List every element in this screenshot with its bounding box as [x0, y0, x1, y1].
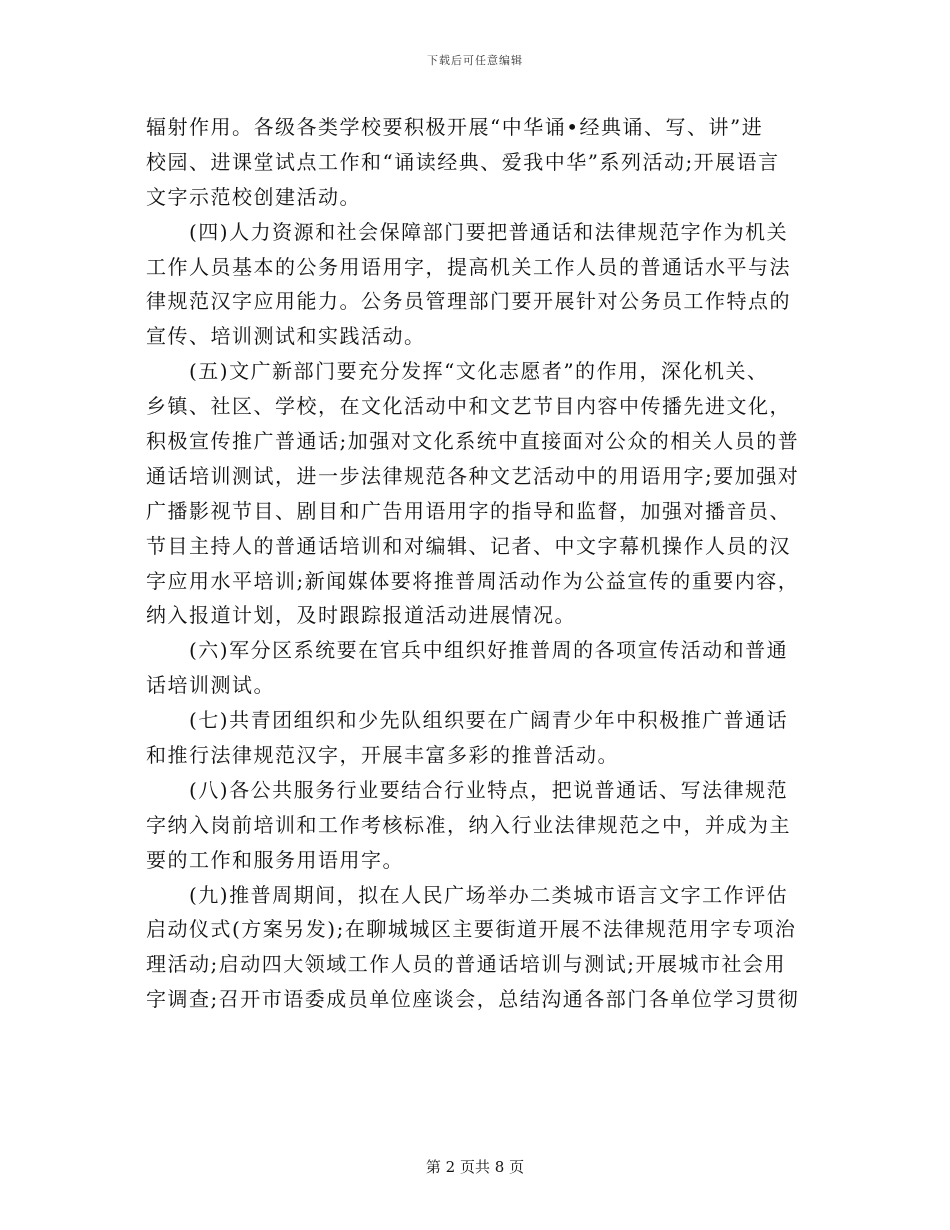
text-line: 通话培训测试，进一步法律规范各种文艺活动中的用语用字;要加强对 — [146, 463, 800, 488]
text-line: (七)共青团组织和少先队组织要在广阔青少年中积极推广普通话 — [146, 708, 789, 733]
text-line: 话培训测试。 — [146, 673, 275, 698]
text-line: 字应用水平培训;新闻媒体要将推普周活动作为公益宣传的重要内容， — [146, 568, 800, 593]
text-line: (四)人力资源和社会保障部门要把普通话和法律规范字作为机关 — [146, 219, 789, 244]
text-line: 理活动;启动四大领域工作人员的普通话培训与测试;开展城市社会用 — [146, 952, 786, 977]
text-line: (六)军分区系统要在官兵中组织好推普周的各项宣传活动和普通 — [146, 638, 789, 663]
text-line: 字纳入岗前培训和工作考核标准，纳入行业法律规范之中，并成为主 — [146, 812, 791, 837]
document-body — [146, 110, 806, 1017]
text-line: 和推行法律规范汉字，开展丰富多彩的推普活动。 — [146, 743, 619, 768]
text-line: 校园、进课堂试点工作和“诵读经典、爱我中华”系列活动;开展语言 — [146, 149, 780, 174]
text-line: 乡镇、社区、学校，在文化活动中和文艺节目内容中传播先进文化， — [146, 394, 791, 419]
text-line: 积极宣传推广普通话;加强对文化系统中直接面对公众的相关人员的普 — [146, 429, 800, 454]
text-line: 律规范汉字应用能力。公务员管理部门要开展针对公务员工作特点的 — [146, 289, 791, 314]
text-line: (五)文广新部门要充分发挥“文化志愿者”的作用，深化机关、 — [146, 359, 769, 384]
text-line: 文字示范校创建活动。 — [146, 184, 361, 209]
page-header-note: 下载后可任意编辑 — [427, 54, 523, 67]
text-line: 要的工作和服务用语用字。 — [146, 847, 404, 872]
text-line: 宣传、培训测试和实践活动。 — [146, 324, 426, 349]
text-line: (八)各公共服务行业要结合行业特点，把说普通话、写法律规范 — [146, 777, 789, 802]
text-line: 节目主持人的普通话培训和对编辑、记者、中文字幕机操作人员的汉 — [146, 533, 791, 558]
text-line: 辐射作用。各级各类学校要积极开展“中华诵•经典诵、写、讲”进 — [146, 115, 764, 139]
text-line: 字调查;召开市语委成员单位座谈会，总结沟通各部门各单位学习贯彻 — [146, 987, 800, 1012]
text-line: 启动仪式(方案另发);在聊城城区主要街道开展不法律规范用字专项治 — [146, 917, 797, 942]
text-line: 工作人员基本的公务用语用字，提高机关工作人员的普通话水平与法 — [146, 254, 791, 279]
page-number: 第 2 页共 8 页 — [425, 1158, 525, 1176]
text-line: (九)推普周期间，拟在人民广场举办二类城市语言文字工作评估 — [146, 882, 789, 907]
text-line: 广播影视节目、剧目和广告用语用字的指导和监督，加强对播音员、 — [146, 498, 791, 523]
text-line: 纳入报道计划，及时跟踪报道活动进展情况。 — [146, 603, 576, 628]
